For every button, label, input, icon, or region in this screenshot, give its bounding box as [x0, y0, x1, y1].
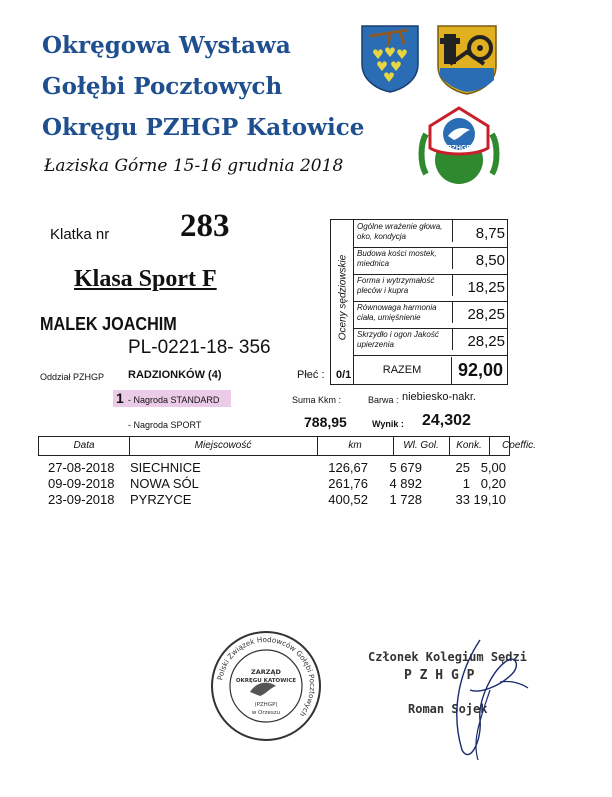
flight-gol: 5 679	[389, 460, 422, 475]
nagroda-standard-number: 1	[116, 390, 124, 406]
wynik-label: Wynik :	[372, 419, 404, 429]
flight-date: 27-08-2018	[48, 460, 115, 475]
handwritten-signature-icon	[420, 630, 530, 770]
stamp-line-3: (PZHGP)	[254, 702, 278, 708]
suma-value: 788,95	[304, 414, 347, 430]
col-place: Miejscowość	[129, 437, 318, 455]
nagroda-standard: - Nagroda STANDARD	[128, 395, 220, 405]
score-value: 28,25	[452, 328, 505, 350]
flights-header	[38, 436, 536, 456]
coat-of-arms-lazniska-icon	[360, 24, 420, 94]
score-row	[353, 328, 507, 356]
signature-role: Członek Kolegium Sędzi	[368, 650, 527, 664]
stamp-ring-text: Polski Związek Hodowców Gołębi Pocztowych	[215, 634, 318, 719]
stamp-line-2: OKRĘGU KATOWICE	[235, 678, 297, 684]
flight-konk: 33	[455, 492, 470, 507]
score-row	[353, 220, 507, 248]
stamp-line-4: w Orzeszu	[251, 710, 281, 716]
scores-table	[330, 219, 508, 385]
flight-row	[40, 476, 510, 492]
flight-km: 261,76	[328, 476, 368, 491]
score-value: 18,25	[452, 274, 505, 296]
title-line-3: Okręgu PZHGP Katowice	[42, 114, 365, 141]
score-row	[353, 274, 507, 302]
score-value: 28,25	[452, 301, 505, 323]
wynik-value: 24,302	[422, 412, 471, 429]
barwa-label: Barwa :	[368, 395, 399, 405]
flight-date: 23-09-2018	[48, 492, 115, 507]
title-line-2: Gołębi Pocztowych	[42, 73, 283, 100]
oddzial-label: Oddział PZHGP	[40, 372, 105, 382]
plec-value: 0/1	[336, 369, 352, 381]
col-km: km	[317, 437, 394, 455]
owner-name: MALEK JOACHIM	[40, 314, 177, 334]
score-row	[353, 301, 507, 329]
place-date: Łaziska Górne 15-16 grudnia 2018	[44, 156, 344, 176]
score-total-label: RAZEM	[382, 364, 422, 376]
nagroda-sport: - Nagroda SPORT	[128, 420, 202, 430]
score-value: 8,75	[452, 220, 505, 242]
plec-label: Płeć :	[297, 369, 325, 381]
score-total-value: 92,00	[451, 357, 507, 384]
title-line-1: Okręgowa Wystawa	[42, 32, 291, 59]
official-stamp-icon	[210, 630, 322, 742]
flight-km: 126,67	[328, 460, 368, 475]
signature-name: Roman Sojek	[408, 702, 488, 716]
col-date: Data	[39, 437, 130, 455]
pzhgp-logo-icon	[416, 104, 502, 188]
flight-coef: 0,20	[480, 476, 506, 491]
flight-place: SIECHNICE	[130, 460, 201, 475]
suma-label: Suma Kkm :	[292, 395, 342, 405]
coat-of-arms-county-icon	[436, 24, 498, 96]
flight-konk: 1	[462, 476, 470, 491]
col-coef: Coeffic.	[502, 440, 536, 451]
flight-gol: 4 892	[389, 476, 422, 491]
score-value: 8,50	[452, 247, 505, 269]
flight-coef: 19,10	[473, 492, 506, 507]
flight-place: PYRZYCE	[130, 492, 192, 507]
ring-number: PL-0221-18- 356	[128, 337, 271, 358]
scores-side	[331, 220, 354, 384]
score-label: Ogólne wrażenie głowa, oko, kondycja	[357, 222, 443, 241]
signature-org: P Z H G P	[404, 668, 475, 683]
scores-side-label: Oceny sędziowskie	[337, 254, 349, 341]
score-total-row	[353, 357, 507, 384]
score-label: Budowa kości mostek, miednica	[357, 249, 437, 268]
flight-gol: 1 728	[389, 492, 422, 507]
score-label: Forma i wytrzymałość pleców i kupra	[357, 276, 435, 295]
col-gol: Wl. Gol.	[393, 437, 450, 455]
score-label: Skrzydło i ogon Jakość upierzenia	[357, 330, 439, 349]
flight-place: NOWA SÓL	[130, 476, 199, 491]
klatka-number: 283	[180, 208, 230, 244]
klasa-title: Klasa Sport F	[74, 266, 217, 292]
stamp-line-1: ZARZĄD	[251, 668, 281, 676]
barwa-value: niebiesko-nakr.	[402, 391, 476, 403]
flight-date: 09-09-2018	[48, 476, 115, 491]
score-label: Równowaga harmonia ciała, umięśnienie	[357, 303, 437, 322]
flight-konk: 25	[455, 460, 470, 475]
flight-coef: 5,00	[480, 460, 506, 475]
oddzial-value: RADZIONKÓW (4)	[128, 369, 222, 381]
score-row	[353, 247, 507, 275]
flight-row	[40, 460, 510, 476]
flight-row	[40, 492, 510, 508]
klatka-label: Klatka nr	[50, 226, 110, 243]
flight-km: 400,52	[328, 492, 368, 507]
col-konk: Konk.	[449, 437, 490, 455]
pzhgp-logo-text: PZHGP	[446, 145, 472, 152]
